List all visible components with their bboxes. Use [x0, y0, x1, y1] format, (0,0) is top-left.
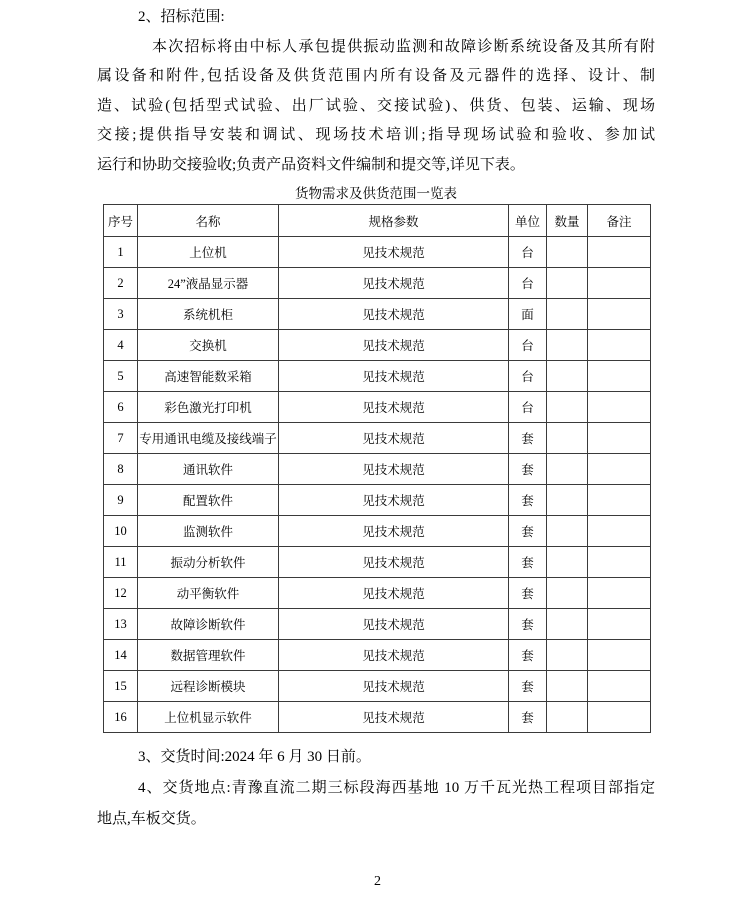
cell-spec: 见技术规范	[279, 299, 509, 330]
cell-no: 7	[104, 423, 138, 454]
cell-unit: 套	[509, 671, 547, 702]
cell-name: 24”液晶显示器	[138, 268, 279, 299]
cell-no: 1	[104, 237, 138, 268]
delivery-time-line: 3、交货时间:2024 年 6 月 30 日前。	[138, 749, 371, 765]
cell-note	[588, 330, 651, 361]
cell-name: 振动分析软件	[138, 547, 279, 578]
cell-qty	[547, 547, 588, 578]
goods-table-row	[104, 671, 651, 702]
cell-spec: 见技术规范	[279, 268, 509, 299]
cell-qty	[547, 454, 588, 485]
cell-qty	[547, 237, 588, 268]
cell-unit: 套	[509, 640, 547, 671]
goods-table-row	[104, 547, 651, 578]
cell-note	[588, 454, 651, 485]
cell-no: 2	[104, 268, 138, 299]
cell-unit: 套	[509, 485, 547, 516]
cell-qty	[547, 702, 588, 733]
scope-paragraph-line: 造、试验(包括型式试验、出厂试验、交接试验)、供货、包装、运输、现场	[97, 97, 655, 114]
scope-paragraph-line: 本次招标将由中标人承包提供振动监测和故障诊断系统设备及其所有附	[152, 38, 655, 55]
cell-qty	[547, 268, 588, 299]
cell-no: 12	[104, 578, 138, 609]
section-heading-scope: 2、招标范围:	[138, 9, 225, 25]
cell-no: 4	[104, 330, 138, 361]
cell-unit: 台	[509, 392, 547, 423]
cell-spec: 见技术规范	[279, 547, 509, 578]
cell-qty	[547, 516, 588, 547]
column-header-qty: 数量	[547, 205, 588, 237]
cell-spec: 见技术规范	[279, 330, 509, 361]
cell-spec: 见技术规范	[279, 640, 509, 671]
cell-no: 5	[104, 361, 138, 392]
cell-qty	[547, 392, 588, 423]
cell-note	[588, 485, 651, 516]
cell-spec: 见技术规范	[279, 237, 509, 268]
goods-table	[103, 204, 651, 733]
goods-table-row	[104, 516, 651, 547]
cell-unit: 台	[509, 361, 547, 392]
cell-unit: 套	[509, 423, 547, 454]
cell-note	[588, 299, 651, 330]
cell-name: 通讯软件	[138, 454, 279, 485]
cell-note	[588, 609, 651, 640]
scope-paragraph-line: 交接;提供指导安装和调试、现场技术培训;指导现场试验和验收、参加试	[97, 127, 655, 143]
cell-note	[588, 268, 651, 299]
cell-unit: 套	[509, 454, 547, 485]
goods-table-header-row	[104, 205, 651, 237]
goods-table-row	[104, 423, 651, 454]
goods-table-header	[104, 205, 651, 237]
cell-unit: 面	[509, 299, 547, 330]
cell-unit: 套	[509, 578, 547, 609]
column-header-spec: 规格参数	[279, 205, 509, 237]
cell-qty	[547, 299, 588, 330]
delivery-place-paragraph	[97, 773, 655, 835]
cell-unit: 套	[509, 702, 547, 733]
cell-note	[588, 423, 651, 454]
scope-paragraph	[97, 33, 655, 181]
cell-note	[588, 578, 651, 609]
page-number: 2	[374, 874, 381, 889]
cell-unit: 套	[509, 547, 547, 578]
cell-name: 动平衡软件	[138, 578, 279, 609]
cell-name: 配置软件	[138, 485, 279, 516]
cell-no: 9	[104, 485, 138, 516]
cell-spec: 见技术规范	[279, 702, 509, 733]
cell-spec: 见技术规范	[279, 609, 509, 640]
cell-note	[588, 516, 651, 547]
cell-note	[588, 640, 651, 671]
cell-no: 8	[104, 454, 138, 485]
cell-no: 6	[104, 392, 138, 423]
cell-spec: 见技术规范	[279, 392, 509, 423]
cell-qty	[547, 485, 588, 516]
cell-qty	[547, 578, 588, 609]
cell-note	[588, 361, 651, 392]
cell-unit: 套	[509, 516, 547, 547]
cell-qty	[547, 671, 588, 702]
goods-table-row	[104, 578, 651, 609]
cell-spec: 见技术规范	[279, 671, 509, 702]
cell-name: 彩色激光打印机	[138, 392, 279, 423]
cell-no: 14	[104, 640, 138, 671]
document-content	[97, 3, 655, 835]
goods-table-row	[104, 702, 651, 733]
cell-spec: 见技术规范	[279, 578, 509, 609]
scope-paragraph-line: 运行和协助交接验收;负责产品资料文件编制和提交等,详见下表。	[97, 156, 525, 173]
goods-table-row	[104, 392, 651, 423]
column-header-no: 序号	[104, 205, 138, 237]
column-header-note: 备注	[588, 205, 651, 237]
column-header-name: 名称	[138, 205, 279, 237]
goods-table-row	[104, 330, 651, 361]
cell-qty	[547, 609, 588, 640]
cell-no: 3	[104, 299, 138, 330]
cell-name: 数据管理软件	[138, 640, 279, 671]
cell-no: 11	[104, 547, 138, 578]
column-header-unit: 单位	[509, 205, 547, 237]
cell-spec: 见技术规范	[279, 454, 509, 485]
cell-name: 上位机显示软件	[138, 702, 279, 733]
goods-table-row	[104, 237, 651, 268]
goods-table-row	[104, 454, 651, 485]
goods-table-row	[104, 640, 651, 671]
cell-name: 交换机	[138, 330, 279, 361]
cell-name: 故障诊断软件	[138, 609, 279, 640]
cell-spec: 见技术规范	[279, 516, 509, 547]
cell-name: 远程诊断模块	[138, 671, 279, 702]
cell-note	[588, 671, 651, 702]
scope-paragraph-line: 属设备和附件,包括设备及供货范围内所有设备及元器件的选择、设计、制	[97, 68, 655, 84]
cell-name: 系统机柜	[138, 299, 279, 330]
cell-note	[588, 547, 651, 578]
cell-name: 监测软件	[138, 516, 279, 547]
delivery-place-line: 4、交货地点:青豫直流二期三标段海西基地 10 万千瓦光热工程项目部指定	[138, 780, 655, 796]
cell-note	[588, 237, 651, 268]
cell-qty	[547, 423, 588, 454]
cell-spec: 见技术规范	[279, 485, 509, 516]
goods-table-row	[104, 268, 651, 299]
cell-no: 15	[104, 671, 138, 702]
cell-no: 13	[104, 609, 138, 640]
cell-no: 10	[104, 516, 138, 547]
cell-spec: 见技术规范	[279, 361, 509, 392]
cell-qty	[547, 330, 588, 361]
goods-table-row	[104, 299, 651, 330]
cell-name: 上位机	[138, 237, 279, 268]
goods-table-row	[104, 361, 651, 392]
cell-no: 16	[104, 702, 138, 733]
goods-table-row	[104, 609, 651, 640]
cell-unit: 台	[509, 237, 547, 268]
table-title: 货物需求及供货范围一览表	[295, 186, 457, 201]
cell-unit: 套	[509, 609, 547, 640]
cell-unit: 台	[509, 268, 547, 299]
cell-name: 高速智能数采箱	[138, 361, 279, 392]
cell-note	[588, 392, 651, 423]
goods-table-body	[104, 237, 651, 733]
cell-unit: 台	[509, 330, 547, 361]
cell-qty	[547, 640, 588, 671]
cell-qty	[547, 361, 588, 392]
cell-name: 专用通讯电缆及接线端子	[138, 423, 279, 454]
cell-spec: 见技术规范	[279, 423, 509, 454]
delivery-place-line: 地点,车板交货。	[97, 811, 206, 827]
goods-table-row	[104, 485, 651, 516]
cell-note	[588, 702, 651, 733]
